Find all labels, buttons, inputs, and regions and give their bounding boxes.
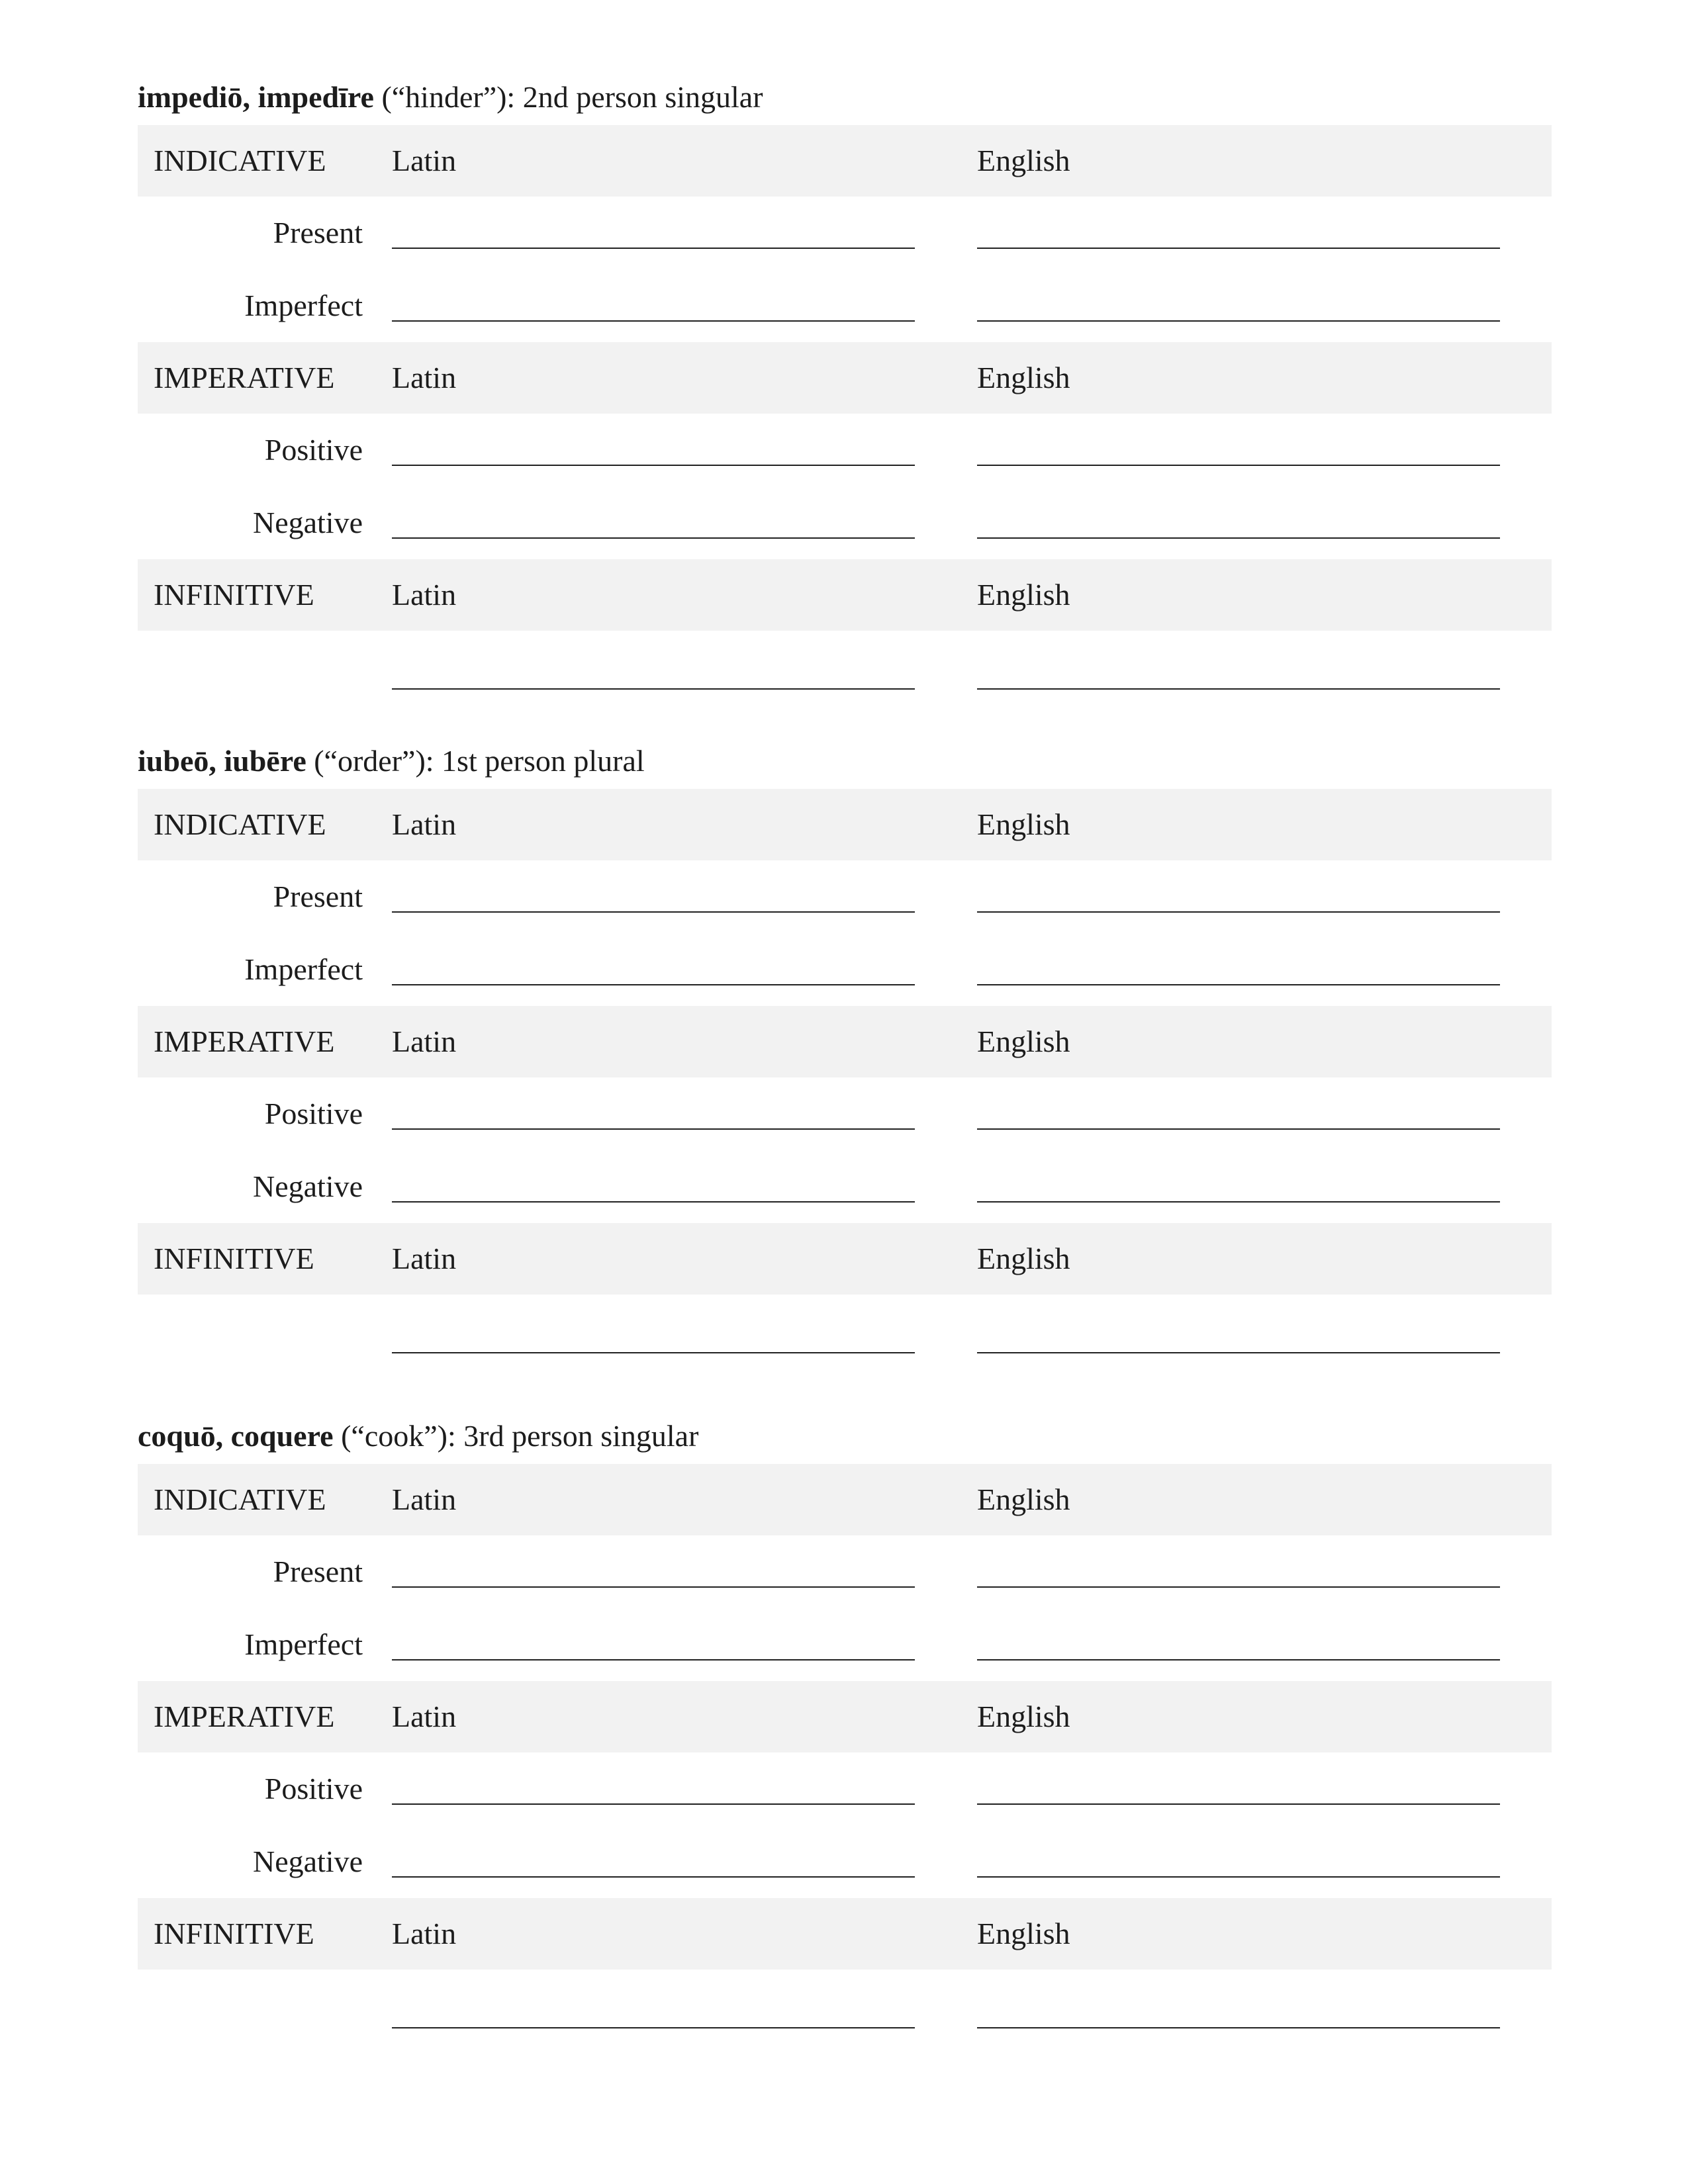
english-column-header: English <box>977 578 1070 612</box>
tense-label: Positive <box>264 1097 363 1130</box>
tense-label: Imperfect <box>244 952 363 986</box>
imperfect-row <box>138 933 1552 1006</box>
english-column-header: English <box>977 1242 1070 1275</box>
positive-row <box>138 414 1552 486</box>
latin-answer-line[interactable] <box>392 1659 915 1661</box>
infinitive-row <box>138 631 1552 717</box>
latin-answer-line[interactable] <box>392 248 915 249</box>
english-answer-line[interactable] <box>977 1803 1500 1805</box>
tense-label: Present <box>273 880 363 913</box>
latin-column-header: Latin <box>392 1482 457 1516</box>
negative-row <box>138 1150 1552 1223</box>
tense-label: Negative <box>252 506 363 539</box>
tense-label: Positive <box>264 1772 363 1805</box>
latin-answer-line[interactable] <box>392 1586 915 1588</box>
negative-row <box>138 1825 1552 1898</box>
verb-section-iubeo <box>138 733 1552 1381</box>
latin-answer-line[interactable] <box>392 537 915 539</box>
latin-column-header: Latin <box>392 1700 457 1733</box>
verb-heading <box>138 69 1552 125</box>
verb-gloss: (“hinder”): 2nd person singular <box>381 80 763 114</box>
verb-gloss: (“cook”): 3rd person singular <box>341 1419 699 1453</box>
present-row <box>138 197 1552 269</box>
imperfect-row <box>138 1608 1552 1681</box>
mood-label: IMPERATIVE <box>154 1024 335 1058</box>
verb-heading <box>138 1408 1552 1464</box>
english-column-header: English <box>977 1917 1070 1950</box>
english-answer-line[interactable] <box>977 1659 1500 1661</box>
english-column-header: English <box>977 361 1070 394</box>
indicative-header <box>138 1464 1552 1535</box>
english-column-header: English <box>977 1700 1070 1733</box>
english-answer-line[interactable] <box>977 911 1500 913</box>
latin-answer-line[interactable] <box>392 1128 915 1130</box>
english-column-header: English <box>977 807 1070 841</box>
latin-answer-line[interactable] <box>392 1803 915 1805</box>
latin-column-header: Latin <box>392 807 457 841</box>
latin-answer-line[interactable] <box>392 1352 915 1353</box>
positive-row <box>138 1077 1552 1150</box>
latin-answer-line[interactable] <box>392 465 915 466</box>
latin-answer-line[interactable] <box>392 1201 915 1203</box>
latin-column-header: Latin <box>392 1917 457 1950</box>
verb-principal-parts: iubeō, iubēre <box>138 744 306 778</box>
tense-label: Present <box>273 1555 363 1588</box>
english-answer-line[interactable] <box>977 320 1500 322</box>
verb-principal-parts: impediō, impedīre <box>138 80 374 114</box>
tense-label: Negative <box>252 1844 363 1878</box>
english-answer-line[interactable] <box>977 2027 1500 2028</box>
mood-label: INFINITIVE <box>154 1242 314 1275</box>
english-answer-line[interactable] <box>977 537 1500 539</box>
mood-label: IMPERATIVE <box>154 361 335 394</box>
imperfect-row <box>138 269 1552 342</box>
tense-label: Present <box>273 216 363 250</box>
mood-label: INFINITIVE <box>154 1917 314 1950</box>
tense-label: Imperfect <box>244 1627 363 1661</box>
english-answer-line[interactable] <box>977 1586 1500 1588</box>
latin-answer-line[interactable] <box>392 1876 915 1878</box>
verb-gloss: (“order”): 1st person plural <box>314 744 645 778</box>
mood-label: INDICATIVE <box>154 807 326 841</box>
english-answer-line[interactable] <box>977 248 1500 249</box>
imperative-header <box>138 1006 1552 1077</box>
indicative-header <box>138 125 1552 197</box>
latin-column-header: Latin <box>392 361 457 394</box>
imperative-header <box>138 342 1552 414</box>
latin-column-header: Latin <box>392 144 457 177</box>
present-row <box>138 1535 1552 1608</box>
latin-column-header: Latin <box>392 1242 457 1275</box>
infinitive-header <box>138 559 1552 631</box>
english-answer-line[interactable] <box>977 688 1500 690</box>
latin-answer-line[interactable] <box>392 688 915 690</box>
mood-label: INDICATIVE <box>154 1482 326 1516</box>
english-answer-line[interactable] <box>977 465 1500 466</box>
imperative-header <box>138 1681 1552 1752</box>
english-column-header: English <box>977 1024 1070 1058</box>
verb-section-coquo <box>138 1408 1552 2056</box>
infinitive-row <box>138 1295 1552 1381</box>
english-column-header: English <box>977 144 1070 177</box>
mood-label: INDICATIVE <box>154 144 326 177</box>
tense-label: Positive <box>264 433 363 467</box>
present-row <box>138 860 1552 933</box>
english-column-header: English <box>977 1482 1070 1516</box>
indicative-header <box>138 789 1552 860</box>
verb-section-impedio <box>138 69 1552 717</box>
verb-principal-parts: coquō, coquere <box>138 1419 334 1453</box>
tense-label: Negative <box>252 1169 363 1203</box>
english-answer-line[interactable] <box>977 984 1500 985</box>
positive-row <box>138 1752 1552 1825</box>
infinitive-header <box>138 1223 1552 1295</box>
mood-label: IMPERATIVE <box>154 1700 335 1733</box>
english-answer-line[interactable] <box>977 1352 1500 1353</box>
english-answer-line[interactable] <box>977 1201 1500 1203</box>
latin-answer-line[interactable] <box>392 911 915 913</box>
negative-row <box>138 486 1552 559</box>
infinitive-row <box>138 1970 1552 2056</box>
infinitive-header <box>138 1898 1552 1970</box>
latin-column-header: Latin <box>392 578 457 612</box>
english-answer-line[interactable] <box>977 1128 1500 1130</box>
english-answer-line[interactable] <box>977 1876 1500 1878</box>
latin-answer-line[interactable] <box>392 984 915 985</box>
latin-answer-line[interactable] <box>392 320 915 322</box>
tense-label: Imperfect <box>244 289 363 322</box>
verb-heading <box>138 733 1552 789</box>
mood-label: INFINITIVE <box>154 578 314 612</box>
latin-column-header: Latin <box>392 1024 457 1058</box>
latin-answer-line[interactable] <box>392 2027 915 2028</box>
